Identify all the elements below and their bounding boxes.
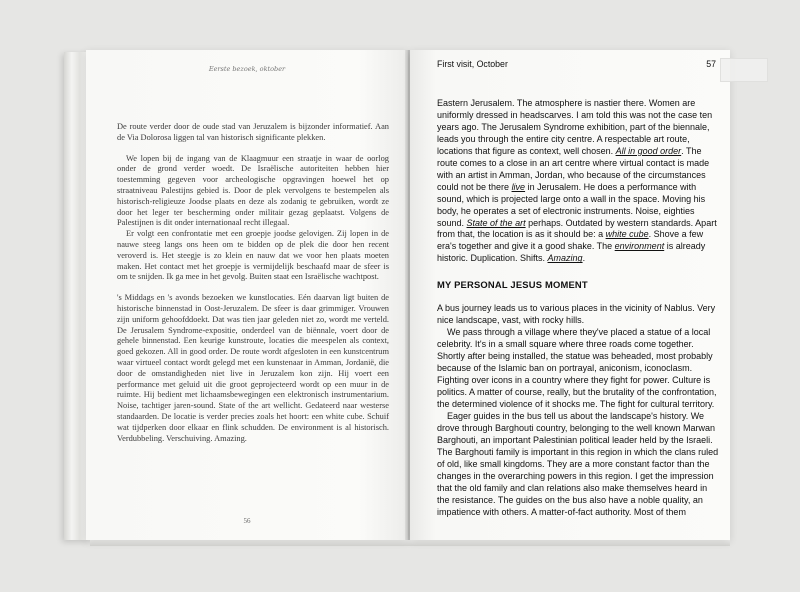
left-paragraph: Er volgt een confrontatie met een groepje joodse gelovigen. Zij lopen in de nauwe steeg langs ons heen om te bidden op de plek die door hen recent veroverd is. Het steegje is zo klein en nauw dat we voor hen plaats moeten maken. Het contact met het groepje is vermijdelijk beschaafd maar de sfeer is om te snijden. Ik ga mee in het gevolg. Buiten staat een Israëlische wachtpost.: [117, 229, 389, 282]
left-page: [86, 50, 408, 540]
paper-tab-marker: [720, 58, 768, 82]
left-page-number: 56: [243, 517, 251, 525]
right-paragraph: Eager guides in the bus tell us about the landscape's history. We drove through Barghouti country, belonging to the well known Marwan Barghouti, an important Palestinian political leader held by the Israeli. The Barghouti family is important in this region in which the clans ruled of old, like small kingdoms. They are a more constant factor than the changes in the overarching powers in this region. I get the impression that the old family and clan relations also make themselves heard in the resistance. The guides on the bus also have a noble quality, an impatience with others. A matter-of-fact authority. Most of them: [437, 410, 719, 517]
section-heading: MY PERSONAL JESUS MOMENT: [437, 279, 588, 291]
right-body-text: [437, 98, 719, 518]
left-paragraph: We lopen bij de ingang van de Klaagmuur een straatje in waar de oorlog onder de grond verder woedt. De Israëlische autoriteiten hebben hier toestemming gegeven voor archeologische opgravingen hoewel het op straatniveau Palestijns gebied is. Door de plek vervolgens te bestempelen als historisch-religieuze Joodse plaats en deze als zodanig te gebruiken, wordt ze door het leger ter bescherming onder militair gezag geplaatst. Volgens de Palestijnen is dit onder internationaal recht illegaal.: [117, 153, 389, 228]
right-paragraph: We pass through a village where they've placed a statue of a local celebrity. It's in a small square where three roads come together. Shortly after being installed, the statue was beheaded, most probably because of the Islamic ban on portrayal, aniconism, iconoclasm. Fighting over icons in a country where they fight for power. Culture is politics. A matter of course, really, but the brutality of the confrontation, the determined violence of it shocks me. The fight for cultural territory.: [437, 327, 717, 409]
page-stack-bottom: [90, 540, 730, 546]
right-paragraph: A bus journey leads us to various places in the vicinity of Nablus. Very nice landscape, vast, with rocky hills.: [437, 303, 716, 326]
right-page-number: 57: [706, 59, 716, 69]
left-paragraph: 's Middags en 's avonds bezoeken we kunstlocaties. Eén daarvan ligt buiten de historische binnenstad in Oost-Jeruzalem. De sfeer is daar grimmiger. Vrouwen zijn uniform gehoofddoekt. Dat was tien jaar geleden niet zo, wordt me verteld. De Jerusalem Syndrome-expositie, onderdeel van de biënnale, voert door de gehele binnenstad. Een keurige kunstroute, locaties die meespelen als context, goed gekozen. All in good order. De route wordt afgesloten in een kunstcentrum waar virtueel contact wordt gelegd met een kunstenaar in Amman, Jordanië, die door de omstandigheden niet live in Jeruzalem kon zijn. Hij voert een performance met geluid uit die groot geprojecteerd wordt op een muur in de ruimte. Hij bedient met lichaamsbewegingen een elektronisch instrumentarium. Noise, tachtiger jaren-sound. State of the art wellicht. Gedateerd naar westerse standaarden. De locatie is verder precies zoals het hoort: een white cube. Schuif wat tijdperken door elkaar en flink schudden. De environment is al historisch. Verdubbeling. Verschuiving. Amazing.: [117, 293, 389, 443]
left-running-head: Eerste bezoek, oktober: [208, 65, 286, 73]
left-body-text: [117, 122, 389, 444]
left-paragraph: De route verder door de oude stad van Jeruzalem is bijzonder informatief. Aan de Via Dolorosa liggen tal van historisch significante plekken.: [117, 122, 389, 142]
right-page: [410, 50, 730, 540]
right-running-head: First visit, October: [437, 59, 508, 69]
right-intro-paragraph: Eastern Jerusalem. The atmosphere is nastier there. Women are uniformly dressed in headscarves. I am told this was not the case ten years ago. The Jerusalem Syndrome exhibition, part of the biennale, leads you through the entire city centre. A respectable art route, locations that figure as context, well chosen. All in good order. The route comes to a close in an art centre where virtual contact is made with an artist in Amman, Jordan, who because of the circumstances could not be there live in Jerusalem. He does a performance with sound, which is projected large onto a wall in the space. Moving his body, he operates a set of electronic instruments. Noise, eighties sound. State of the art perhaps. Outdated by western standards. Apart from that, the location is as it should be: a white cube. Shove a few era's together and give it a good shake. The environment is already historic. Duplication. Shifts. Amazing.: [437, 98, 717, 264]
